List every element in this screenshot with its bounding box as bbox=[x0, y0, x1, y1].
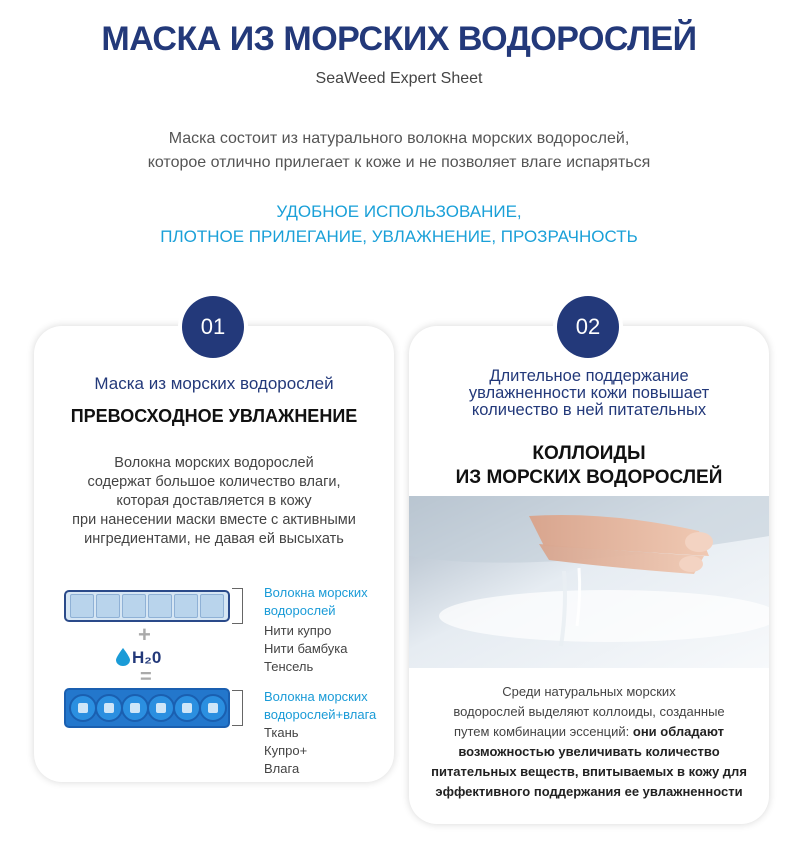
fiber-materials-top bbox=[264, 622, 348, 676]
description-line bbox=[409, 742, 769, 762]
fiber-materials-bottom bbox=[264, 724, 307, 778]
equals-icon: = bbox=[140, 666, 152, 688]
subtitle-line: Длительное поддержание bbox=[489, 367, 689, 385]
label-line: Нити купро bbox=[264, 623, 332, 638]
step-number-badge: 01 bbox=[182, 296, 244, 358]
plus-icon: + bbox=[138, 622, 151, 647]
fiber-label-top bbox=[264, 584, 368, 620]
page-subtitle: SeaWeed Expert Sheet bbox=[315, 70, 483, 87]
intro-text bbox=[0, 127, 798, 175]
description-line bbox=[409, 722, 769, 742]
moist-fiber-strip-diagram bbox=[64, 688, 230, 728]
description-line: Среди натуральных морских bbox=[502, 684, 676, 699]
benefits-line: УДОБНОЕ ИСПОЛЬЗОВАНИЕ, bbox=[276, 202, 522, 221]
fiber-cell bbox=[122, 594, 146, 618]
label-line: Волокна морских bbox=[264, 689, 368, 704]
intro-line: которое отлично прилегает к коже и не позволяет влаге испаряться bbox=[147, 154, 651, 171]
description-bold: питательных веществ, впитываемых в кожу для bbox=[431, 764, 747, 779]
label-line: водорослей bbox=[264, 603, 336, 618]
heading-line: КОЛЛОИДЫ bbox=[532, 443, 646, 464]
description-bold: эффективного поддержания ее увлажненности bbox=[435, 784, 743, 799]
label-line: водорослей+влага bbox=[264, 707, 377, 722]
h2o-label: H₂0 bbox=[132, 648, 162, 667]
card-heading: ПРЕВОСХОДНОЕ УВЛАЖНЕНИЕ bbox=[70, 406, 358, 426]
description-line bbox=[409, 762, 769, 782]
card-subtitle: Маска из морских водорослей bbox=[94, 374, 334, 393]
subtitle-line: увлажненности кожи повышает bbox=[468, 384, 710, 402]
card-description bbox=[409, 682, 769, 802]
fiber-bead bbox=[121, 694, 149, 722]
water-drop-icon bbox=[116, 648, 130, 671]
card-description bbox=[34, 454, 394, 549]
fiber-bead bbox=[69, 694, 97, 722]
fiber-bead bbox=[147, 694, 175, 722]
description-line: Волокна морских водорослей bbox=[114, 455, 314, 471]
label-bracket bbox=[232, 690, 243, 726]
description-bold: они обладают bbox=[632, 724, 725, 739]
page-title: МАСКА ИЗ МОРСКИХ ВОДОРОСЛЕЙ bbox=[101, 20, 697, 58]
fiber-cell bbox=[200, 594, 224, 618]
card-subtitle bbox=[409, 368, 769, 419]
feature-card-moisture bbox=[34, 326, 394, 782]
step-number-badge: 02 bbox=[557, 296, 619, 358]
fiber-cell bbox=[174, 594, 198, 618]
fiber-bead bbox=[95, 694, 123, 722]
label-line: Купро+ bbox=[264, 743, 308, 758]
label-bracket bbox=[232, 588, 243, 624]
description-line: которая доставляется в кожу bbox=[116, 493, 312, 509]
fiber-label-bottom bbox=[264, 688, 376, 724]
subtitle-line: количество в ней питательных bbox=[471, 401, 707, 419]
fiber-cell bbox=[148, 594, 172, 618]
description-line: содержат большое количество влаги, bbox=[87, 474, 341, 490]
fiber-cell bbox=[96, 594, 120, 618]
description-line: при нанесении маски вместе с активными bbox=[72, 512, 356, 528]
product-texture-photo bbox=[409, 496, 769, 668]
label-line: Ткань bbox=[264, 725, 299, 740]
description-line: ингредиентами, не давая ей высыхать bbox=[84, 531, 344, 547]
fiber-bead bbox=[173, 694, 201, 722]
label-line: Тенсель bbox=[264, 659, 314, 674]
label-line: Нити бамбука bbox=[264, 641, 348, 656]
card-heading bbox=[409, 442, 769, 490]
label-line: Волокна морских bbox=[264, 585, 368, 600]
benefits-text bbox=[0, 199, 798, 249]
heading-line: ИЗ МОРСКИХ ВОДОРОСЛЕЙ bbox=[455, 467, 723, 488]
description-span: путем комбинации эссенций: bbox=[453, 724, 630, 739]
fiber-strip-diagram bbox=[64, 590, 230, 622]
label-line: Влага bbox=[264, 761, 300, 776]
benefits-line: ПЛОТНОЕ ПРИЛЕГАНИЕ, УВЛАЖНЕНИЕ, ПРОЗРАЧНОСТЬ bbox=[160, 227, 638, 246]
description-line bbox=[409, 782, 769, 802]
description-bold: возможностью увеличивать количество bbox=[458, 744, 720, 759]
fiber-cell bbox=[70, 594, 94, 618]
feature-card-colloids bbox=[409, 326, 769, 824]
fiber-bead bbox=[199, 694, 227, 722]
description-line: водорослей выделяют коллоиды, созданные bbox=[453, 704, 725, 719]
intro-line: Маска состоит из натурального волокна морских водорослей, bbox=[168, 130, 630, 147]
